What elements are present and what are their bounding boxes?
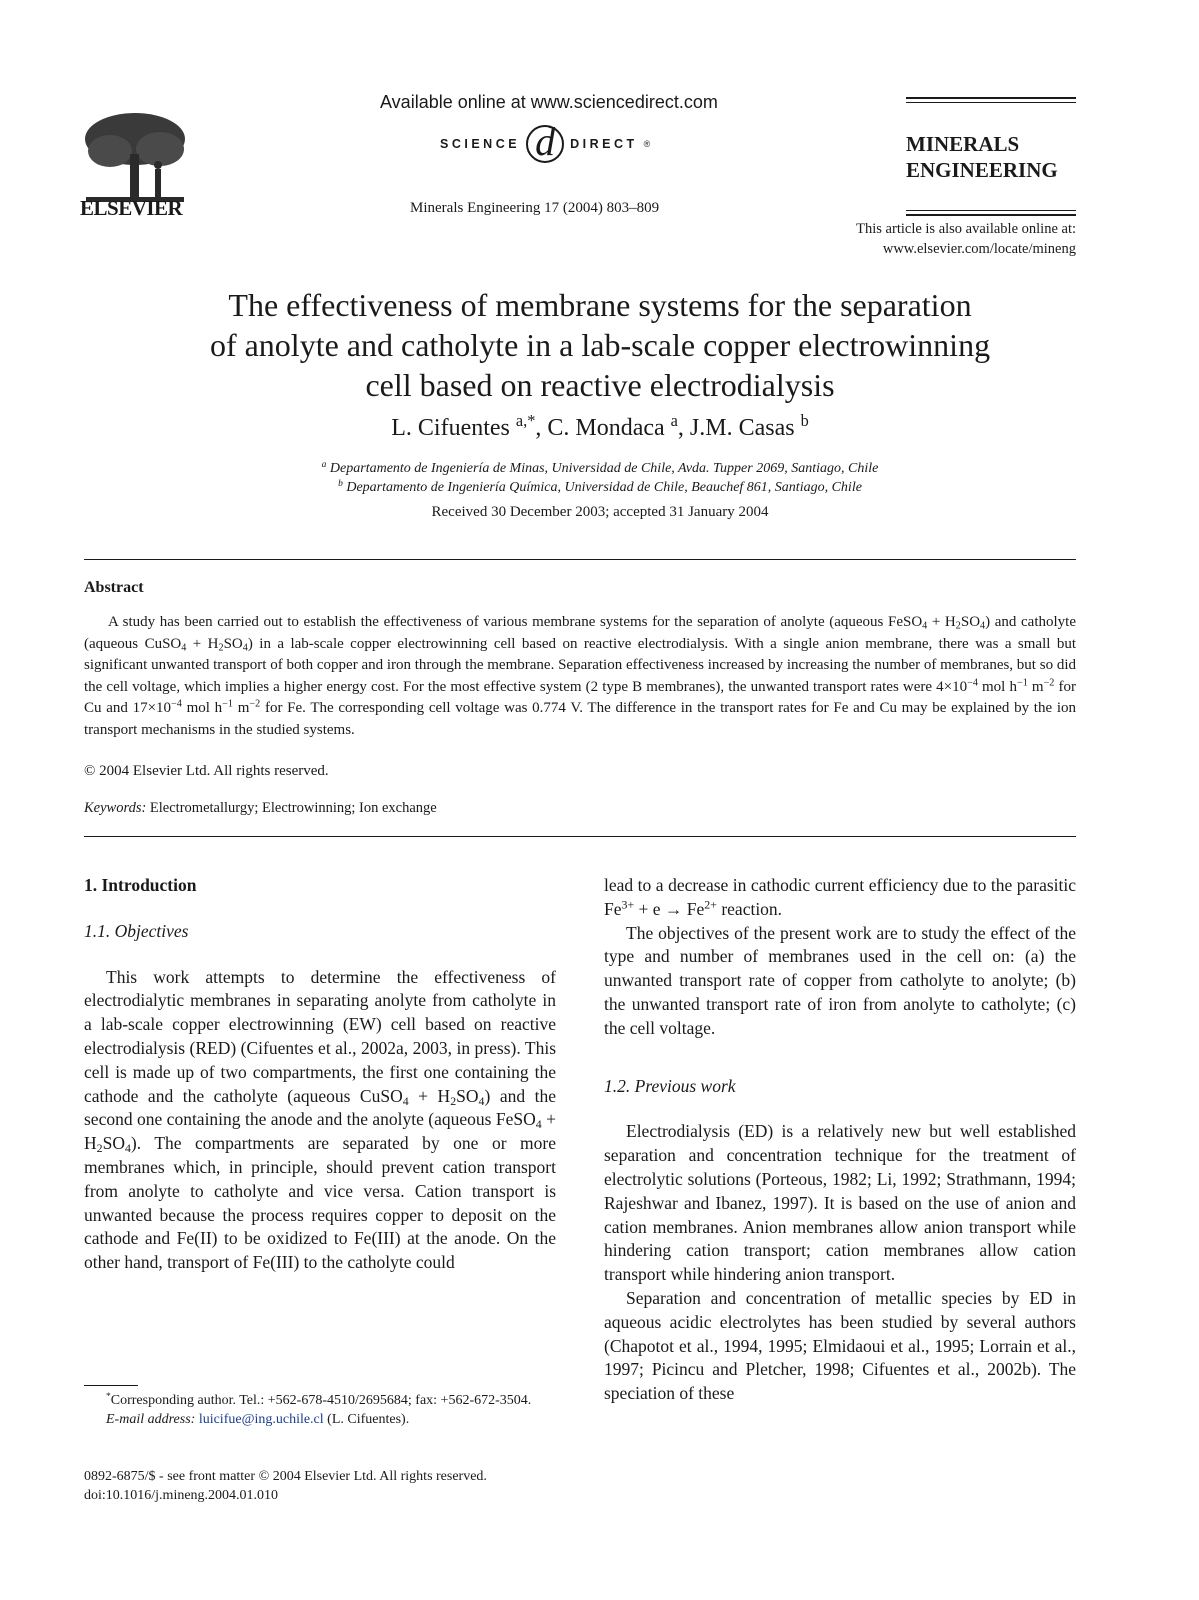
doi-link[interactable]: doi:10.1016/j.mineng.2004.01.010 xyxy=(84,1488,279,1503)
journal-rule-top xyxy=(906,97,1076,99)
article-title-line-3: cell based on reactive electrodialysis xyxy=(365,367,835,403)
affiliation-mark: a xyxy=(321,459,327,470)
affiliation-mark: b xyxy=(338,478,343,489)
registered-mark: ® xyxy=(643,139,651,149)
author-affiliation-mark: a,* xyxy=(515,411,536,431)
journal-rule-bottom xyxy=(906,214,1076,216)
right-column xyxy=(604,874,1076,1406)
author-list: L. Cifuentes $^{a,*}$, C. Mondaca $^a$, J.M. Casas $^b$ xyxy=(391,411,809,441)
journal-reference: Minerals Engineering 17 (2004) 803–809 xyxy=(410,200,660,216)
abstract-rule-top xyxy=(84,559,1076,560)
abstract-rule-bottom xyxy=(84,836,1076,837)
also-available-note xyxy=(756,219,1076,259)
issn-line: 0892-6875/$ - see front matter © 2004 Elsevier Ltd. All rights reserved. xyxy=(84,1469,487,1484)
corresponding-author-note: Corresponding author. Tel.: +562-678-4510/2695684; fax: +562-672-3504. xyxy=(110,1393,532,1408)
available-online-text: Available online at www.sciencedirect.com xyxy=(380,92,718,112)
body-paragraph: This work attempts to determine the effectiveness of electrodialytic membranes in separating anolyte from catholyte in a lab-scale copper electrowinning (EW) cell based on reactive electrodialysis (RED) (Cifuentes et al., 2002a, 2003, in press). This cell is made up of two compartments, the first one containing the cathode and the catholyte (aqueous CuSO$_4$ + $H_2SO_4$) and the second one containing the anode and the anolyte (aqueous FeSO$_4$ + $H_2SO_4$). The compartments are separated by one or more membranes which, in principle, should prevent cation transport from anolyte to catholyte and vice versa. Cation transport is unwanted because the process requires copper to deposit on the cathode and Fe(II) to be oxidized to Fe(III) at the anode. On the other hand, transport of Fe(III) to the catholyte could xyxy=(84,966,556,1273)
sciencedirect-d-mark: d xyxy=(526,125,564,163)
sciencedirect-logo xyxy=(440,119,651,166)
left-column xyxy=(84,874,556,1275)
article-title xyxy=(100,285,1100,405)
article-title-line-2: of anolyte and catholyte in a lab-scale copper electrowinning xyxy=(209,327,991,363)
footnote xyxy=(84,1391,556,1429)
journal-name-line-1: MINERALS xyxy=(906,132,1020,156)
sciencedirect-logo-right: DIRECT xyxy=(570,137,638,151)
author-name: C. Mondaca xyxy=(547,415,665,441)
affiliation-a xyxy=(100,459,1100,478)
issn-doi xyxy=(84,1467,604,1505)
abstract-heading: Abstract xyxy=(84,579,144,596)
affiliation-text: Departamento de Ingeniería Química, Universidad de Chile, Beauchef 861, Santiago, Chile xyxy=(346,480,862,495)
author-affiliation-mark: b xyxy=(800,411,809,431)
abstract-copyright: © 2004 Elsevier Ltd. All rights reserved. xyxy=(84,763,329,779)
email-label: E-mail address: xyxy=(106,1412,196,1427)
journal-rule-bottom-thin xyxy=(906,210,1076,211)
subsection-heading: 1.2. Previous work xyxy=(604,1075,736,1096)
keywords-label: Keywords: xyxy=(84,800,147,816)
body-paragraph: lead to a decrease in cathodic current efficiency due to the parasitic $Fe^{3+} + e \to Fe^{2+}$ reaction. xyxy=(604,875,1076,919)
email-link[interactable]: luicifue@ing.uchile.cl xyxy=(198,1412,324,1427)
journal-rule-top-thin xyxy=(906,102,1076,103)
body-paragraph: The objectives of the present work are to study the effect of the type and number of membranes used in the cell on: (a) the unwanted transport rate of copper from catholyte to anolyte; (b) the unwanted transport rate of iron from anolyte to catholyte; (c) the cell voltage. xyxy=(604,922,1076,1038)
publisher-logo-text: ELSEVIER xyxy=(80,196,183,220)
section-heading: 1. Introduction xyxy=(84,875,197,895)
affiliation-text: Departamento de Ingeniería de Minas, Universidad de Chile, Avda. Tupper 2069, Santiago, Chile xyxy=(329,461,879,476)
article-title-line-1: The effectiveness of membrane systems for the separation xyxy=(228,287,972,323)
footnote-mark: * xyxy=(106,1391,111,1402)
affiliation-b xyxy=(100,478,1100,497)
body-paragraph: Electrodialysis (ED) is a relatively new but well established separation and concentration technique for the treatment of electrolytic solutions (Porteous, 1982; Li, 1992; Strathmann, 1994; Rajeshwar and Ibanez, 1997). It is based on the use of anion and cation membranes. Anion membranes allow anion transport while hindering cation transport; cation membranes allow cation transport while hindering anion transport. xyxy=(604,1121,1076,1285)
also-available-url[interactable]: www.elsevier.com/locate/mineng xyxy=(882,241,1076,257)
email-owner: (L. Cifuentes). xyxy=(323,1412,410,1427)
author-name: J.M. Casas xyxy=(689,415,795,441)
received-dates: Received 30 December 2003; accepted 31 January 2004 xyxy=(431,504,769,520)
author-affiliation-mark: a xyxy=(670,411,678,431)
abstract-text: A study has been carried out to establish the effectiveness of various membrane systems for the separation of anolyte (aqueous FeSO$_4$ + $H_2SO_4$) and catholyte (aqueous CuSO$_4$ + $H_2SO_4$) in a lab-scale copper electrowinning cell based on reactive electrodialysis. With a single anion membrane, there was a small but significant unwanted transport of both copper and iron through the membrane. Separation effectiveness increased by increasing the number of membranes, but so did the cell voltage, which implies a higher energy cost. For the most effective system (2 type B membranes), the unwanted transport rates were $4\times 10^{-4}$ mol $h^{-1}$ $m^{-2}$ for Cu and $17\times 10^{-4}$ mol $h^{-1}$ $m^{-2}$ for Fe. The corresponding cell voltage was 0.774 V. The difference in the transport rates for Fe and Cu may be explained by the ion transport mechanisms in the studied systems. xyxy=(84,614,1077,738)
body-paragraph: Separation and concentration of metallic species by ED in aqueous acidic electrolytes has been studied by several authors (Chapotot et al., 1994, 1995; Elmidaoui et al., 1995; Lorrain et al., 1997; Picincu and Pletcher, 1998; Cifuentes et al., 2002b). The speciation of these xyxy=(604,1287,1076,1404)
journal-name xyxy=(906,131,1086,183)
also-available-line-1: This article is also available online at: xyxy=(856,221,1076,237)
affiliations xyxy=(100,459,1100,497)
sciencedirect-logo-left: SCIENCE xyxy=(440,137,521,151)
keywords-list: Electrometallurgy; Electrowinning; Ion exchange xyxy=(146,800,437,816)
footnote-rule xyxy=(84,1385,138,1386)
journal-name-line-2: ENGINEERING xyxy=(906,158,1058,182)
author-name: L. Cifuentes xyxy=(391,415,510,441)
subsection-heading: 1.1. Objectives xyxy=(84,920,189,941)
keywords xyxy=(84,800,437,817)
